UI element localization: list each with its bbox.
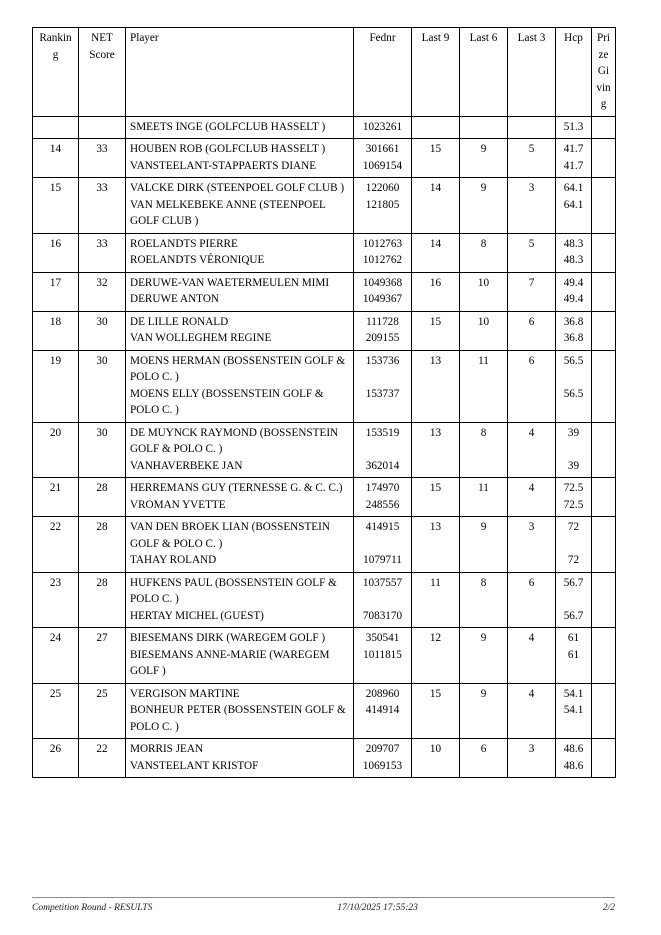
cell-last6: 9 — [460, 517, 508, 573]
cell-last6: 11 — [460, 350, 508, 422]
cell-player — [126, 739, 354, 778]
player-name: BIESEMANS DIRK (WAREGEM GOLF ) — [130, 632, 326, 644]
cell-player — [126, 517, 354, 573]
cell-last3: 6 — [508, 311, 556, 350]
hcp-value: 72 — [567, 521, 580, 533]
column-header-last3: Last 3 — [508, 28, 556, 117]
cell-ranking: 26 — [33, 739, 79, 778]
fednr-value: 1023261 — [362, 120, 403, 133]
cell-last9: 13 — [412, 350, 460, 422]
cell-prize-giving — [592, 272, 616, 311]
cell-player — [126, 139, 354, 178]
cell-player — [126, 422, 354, 478]
column-header-player: Player — [126, 28, 354, 117]
cell-player — [126, 628, 354, 684]
fednr-value: 1012762 — [362, 254, 403, 266]
player-name: HUFKENS PAUL (BOSSENSTEIN GOLF & POLO C. ) — [130, 576, 337, 605]
player-name: VERGISON MARTINE — [130, 687, 240, 700]
table-row — [33, 478, 616, 517]
cell-last9: 15 — [412, 683, 460, 739]
column-header-net-score: NET Score — [79, 28, 126, 117]
cell-fednr — [354, 478, 412, 517]
page-footer — [32, 897, 615, 913]
cell-fednr — [354, 311, 412, 350]
fednr-value: 153736 — [365, 354, 400, 367]
player-name: DERUWE-VAN WAETERMEULEN MIMI — [130, 276, 330, 289]
results-table — [32, 27, 616, 778]
cell-hcp — [556, 628, 592, 684]
fednr-value: 208960 — [365, 687, 400, 700]
hcp-value: 51.3 — [563, 120, 584, 133]
hcp-value: 48.3 — [563, 254, 584, 266]
player-name: VAN DEN BROEK LIAN (BOSSENSTEIN GOLF & POLO C. ) — [130, 521, 330, 550]
player-name: HERREMANS GUY (TERNESSE G. & C. C.) — [130, 482, 343, 494]
cell-ranking: 21 — [33, 478, 79, 517]
cell-player — [126, 116, 354, 139]
cell-last3: 4 — [508, 628, 556, 684]
cell-fednr — [354, 572, 412, 628]
fednr-value: 1049367 — [362, 293, 403, 305]
cell-last9: 13 — [412, 422, 460, 478]
cell-player — [126, 350, 354, 422]
cell-prize-giving — [592, 739, 616, 778]
footer-timestamp: 17/10/2025 17:55:23 — [337, 903, 418, 913]
cell-last6: 6 — [460, 739, 508, 778]
table-row — [33, 178, 616, 234]
hcp-value: 56.5 — [563, 354, 584, 367]
cell-last6 — [460, 116, 508, 139]
column-header-hcp: Hcp — [556, 28, 592, 117]
cell-ranking: 19 — [33, 350, 79, 422]
cell-fednr — [354, 350, 412, 422]
hcp-value: 48.6 — [563, 759, 584, 772]
cell-ranking: 14 — [33, 139, 79, 178]
cell-ranking: 16 — [33, 233, 79, 272]
hcp-value: 64.1 — [563, 198, 584, 211]
hcp-value: 41.7 — [563, 143, 584, 155]
hcp-value: 49.4 — [563, 276, 584, 289]
cell-ranking: 22 — [33, 517, 79, 573]
hcp-value: 72.5 — [563, 482, 584, 494]
player-name: ROELANDTS PIERRE — [130, 237, 238, 250]
column-header-prize-giving: Prize Giving — [592, 28, 616, 117]
hcp-value: 36.8 — [563, 332, 584, 344]
cell-fednr — [354, 139, 412, 178]
cell-last3: 6 — [508, 572, 556, 628]
cell-last9: 14 — [412, 178, 460, 234]
player-name: VAN WOLLEGHEM REGINE — [130, 332, 272, 344]
cell-last3: 5 — [508, 233, 556, 272]
player-name: VROMAN YVETTE — [130, 498, 226, 511]
cell-ranking: 23 — [33, 572, 79, 628]
cell-player — [126, 178, 354, 234]
cell-fednr — [354, 422, 412, 478]
hcp-value: 48.3 — [563, 237, 584, 250]
header-row — [33, 28, 616, 117]
fednr-value: 1079711 — [363, 554, 402, 566]
fednr-value: 1012763 — [362, 237, 403, 250]
hcp-value: 56.7 — [563, 576, 584, 589]
hcp-value: 72 — [567, 554, 580, 566]
footer-title: Competition Round - RESULTS — [32, 903, 153, 913]
cell-hcp — [556, 478, 592, 517]
hcp-value: 54.1 — [563, 704, 584, 716]
fednr-value: 414915 — [365, 521, 400, 533]
column-header-fednr: Fednr — [354, 28, 412, 117]
cell-last6: 8 — [460, 572, 508, 628]
cell-player — [126, 572, 354, 628]
cell-net-score: 28 — [79, 478, 126, 517]
cell-last9 — [412, 116, 460, 139]
column-header-last6: Last 6 — [460, 28, 508, 117]
cell-hcp — [556, 272, 592, 311]
cell-last6: 10 — [460, 311, 508, 350]
hcp-value: 72.5 — [563, 498, 584, 511]
cell-prize-giving — [592, 311, 616, 350]
cell-last6: 8 — [460, 422, 508, 478]
hcp-value: 64.1 — [563, 182, 584, 194]
cell-prize-giving — [592, 233, 616, 272]
cell-ranking — [33, 116, 79, 139]
cell-player — [126, 272, 354, 311]
cell-fednr — [354, 272, 412, 311]
hcp-value: 48.6 — [563, 743, 584, 755]
cell-last6: 8 — [460, 233, 508, 272]
player-name: VANSTEELANT-STAPPAERTS DIANE — [130, 159, 317, 172]
hcp-value: 61 — [567, 632, 580, 644]
cell-hcp — [556, 739, 592, 778]
player-name: BIESEMANS ANNE-MARIE (WAREGEM GOLF ) — [130, 648, 330, 677]
fednr-value: 1069154 — [362, 159, 403, 172]
cell-last3: 3 — [508, 517, 556, 573]
fednr-value: 1069153 — [362, 759, 403, 772]
player-name: BONHEUR PETER (BOSSENSTEIN GOLF & POLO C. ) — [130, 704, 346, 733]
cell-net-score: 33 — [79, 233, 126, 272]
player-name: DE LILLE RONALD — [130, 315, 229, 328]
cell-last9: 15 — [412, 478, 460, 517]
table-row — [33, 572, 616, 628]
cell-hcp — [556, 139, 592, 178]
hcp-value: 49.4 — [563, 293, 584, 305]
cell-player — [126, 478, 354, 517]
cell-prize-giving — [592, 628, 616, 684]
cell-last6: 11 — [460, 478, 508, 517]
cell-net-score: 30 — [79, 422, 126, 478]
fednr-value: 121805 — [365, 198, 400, 211]
hcp-value: 54.1 — [563, 687, 584, 700]
cell-prize-giving — [592, 478, 616, 517]
cell-player — [126, 233, 354, 272]
cell-net-score: 22 — [79, 739, 126, 778]
cell-last3: 5 — [508, 139, 556, 178]
fednr-value: 122060 — [365, 182, 400, 194]
cell-player — [126, 311, 354, 350]
cell-fednr — [354, 116, 412, 139]
table-row — [33, 139, 616, 178]
cell-hcp — [556, 233, 592, 272]
hcp-value: 56.5 — [563, 387, 584, 400]
fednr-value: 7083170 — [362, 609, 403, 622]
cell-last9: 15 — [412, 311, 460, 350]
player-name: MORRIS JEAN — [130, 743, 204, 755]
cell-last3: 4 — [508, 422, 556, 478]
cell-last9: 11 — [412, 572, 460, 628]
cell-net-score: 30 — [79, 311, 126, 350]
cell-ranking: 20 — [33, 422, 79, 478]
player-name: VAN MELKEBEKE ANNE (STEENPOEL GOLF CLUB ) — [130, 198, 326, 227]
cell-player — [126, 683, 354, 739]
cell-prize-giving — [592, 572, 616, 628]
cell-hcp — [556, 350, 592, 422]
cell-net-score: 28 — [79, 572, 126, 628]
player-name: VANHAVERBEKE JAN — [130, 459, 243, 472]
hcp-value: 61 — [567, 648, 580, 661]
cell-ranking: 15 — [33, 178, 79, 234]
cell-last3 — [508, 116, 556, 139]
cell-last9: 14 — [412, 233, 460, 272]
fednr-value: 414914 — [365, 704, 400, 716]
hcp-value: 41.7 — [563, 159, 584, 172]
table-row — [33, 739, 616, 778]
footer-page-number: 2/2 — [602, 903, 615, 913]
fednr-value: 209155 — [365, 332, 400, 344]
cell-hcp — [556, 311, 592, 350]
cell-last3: 3 — [508, 178, 556, 234]
cell-prize-giving — [592, 116, 616, 139]
cell-last3: 3 — [508, 739, 556, 778]
cell-prize-giving — [592, 178, 616, 234]
fednr-value: 153737 — [365, 387, 400, 400]
player-name: ROELANDTS VÉRONIQUE — [130, 254, 265, 266]
table-row — [33, 233, 616, 272]
cell-prize-giving — [592, 517, 616, 573]
cell-fednr — [354, 628, 412, 684]
cell-prize-giving — [592, 422, 616, 478]
hcp-value: 36.8 — [563, 315, 584, 328]
player-name: MOENS ELLY (BOSSENSTEIN GOLF & POLO C. ) — [130, 387, 324, 416]
cell-last9: 10 — [412, 739, 460, 778]
cell-net-score: 32 — [79, 272, 126, 311]
cell-last6: 9 — [460, 178, 508, 234]
cell-last9: 12 — [412, 628, 460, 684]
cell-ranking: 24 — [33, 628, 79, 684]
cell-net-score: 33 — [79, 178, 126, 234]
player-name: SMEETS INGE (GOLFCLUB HASSELT ) — [130, 120, 326, 133]
table-row — [33, 116, 616, 139]
cell-hcp — [556, 422, 592, 478]
cell-last3: 4 — [508, 683, 556, 739]
cell-hcp — [556, 178, 592, 234]
cell-hcp — [556, 683, 592, 739]
column-header-last9: Last 9 — [412, 28, 460, 117]
player-name: DE MUYNCK RAYMOND (BOSSENSTEIN GOLF & POLO C. ) — [130, 426, 339, 455]
cell-fednr — [354, 178, 412, 234]
table-row — [33, 628, 616, 684]
cell-last6: 10 — [460, 272, 508, 311]
cell-net-score: 33 — [79, 139, 126, 178]
cell-hcp — [556, 517, 592, 573]
table-header — [33, 28, 616, 117]
cell-net-score — [79, 116, 126, 139]
cell-net-score: 25 — [79, 683, 126, 739]
fednr-value: 1037557 — [362, 576, 403, 589]
fednr-value: 350541 — [365, 632, 400, 644]
cell-net-score: 27 — [79, 628, 126, 684]
fednr-value: 111728 — [366, 315, 399, 328]
table-body — [33, 116, 616, 778]
cell-last6: 9 — [460, 628, 508, 684]
cell-last3: 6 — [508, 350, 556, 422]
cell-fednr — [354, 233, 412, 272]
cell-ranking: 18 — [33, 311, 79, 350]
cell-last9: 16 — [412, 272, 460, 311]
cell-hcp — [556, 572, 592, 628]
cell-fednr — [354, 683, 412, 739]
cell-ranking: 17 — [33, 272, 79, 311]
fednr-value: 301661 — [365, 143, 400, 155]
fednr-value: 1049368 — [362, 276, 403, 289]
table-row — [33, 422, 616, 478]
cell-fednr — [354, 517, 412, 573]
table-row — [33, 311, 616, 350]
cell-net-score: 28 — [79, 517, 126, 573]
player-name: MOENS HERMAN (BOSSENSTEIN GOLF & POLO C. ) — [130, 354, 346, 383]
hcp-value: 56.7 — [563, 609, 584, 622]
cell-net-score: 30 — [79, 350, 126, 422]
cell-prize-giving — [592, 350, 616, 422]
cell-fednr — [354, 739, 412, 778]
player-name: TAHAY ROLAND — [130, 554, 217, 566]
fednr-value: 1011815 — [363, 648, 402, 661]
player-name: HERTAY MICHEL (GUEST) — [130, 609, 264, 622]
table-row — [33, 683, 616, 739]
cell-prize-giving — [592, 139, 616, 178]
cell-ranking: 25 — [33, 683, 79, 739]
hcp-value: 39 — [567, 426, 580, 439]
table-row — [33, 272, 616, 311]
fednr-value: 362014 — [365, 459, 400, 472]
fednr-value: 153519 — [365, 426, 400, 439]
cell-last6: 9 — [460, 139, 508, 178]
player-name: HOUBEN ROB (GOLFCLUB HASSELT ) — [130, 143, 326, 155]
table-row — [33, 350, 616, 422]
cell-last3: 4 — [508, 478, 556, 517]
fednr-value: 248556 — [365, 498, 400, 511]
fednr-value: 174970 — [365, 482, 400, 494]
player-name: VALCKE DIRK (STEENPOEL GOLF CLUB ) — [130, 182, 345, 194]
fednr-value: 209707 — [365, 743, 400, 755]
cell-last3: 7 — [508, 272, 556, 311]
cell-hcp — [556, 116, 592, 139]
cell-last9: 15 — [412, 139, 460, 178]
player-name: VANSTEELANT KRISTOF — [130, 759, 259, 772]
player-name: DERUWE ANTON — [130, 293, 219, 305]
cell-prize-giving — [592, 683, 616, 739]
column-header-ranking: Ranking — [33, 28, 79, 117]
cell-last9: 13 — [412, 517, 460, 573]
cell-last6: 9 — [460, 683, 508, 739]
table-row — [33, 517, 616, 573]
hcp-value: 39 — [567, 459, 580, 472]
